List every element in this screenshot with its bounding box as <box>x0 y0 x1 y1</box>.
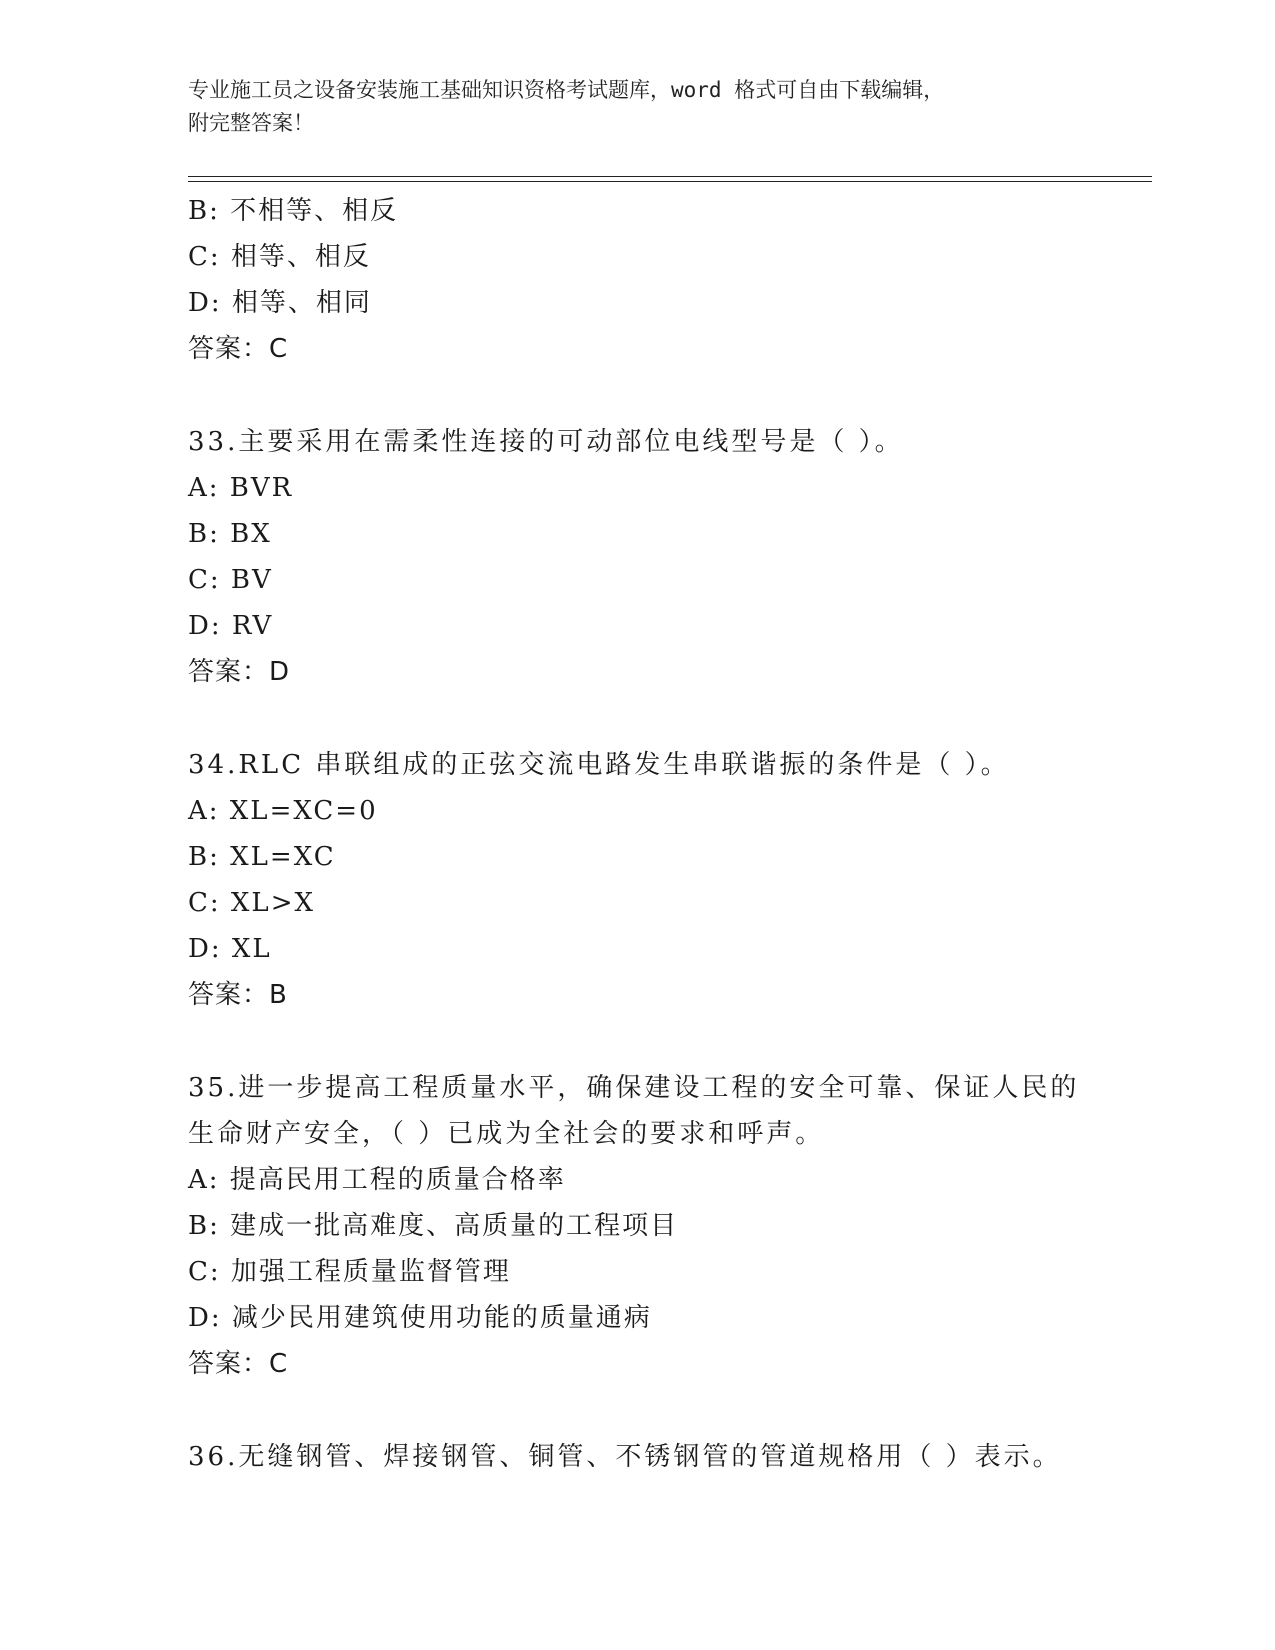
option-c: C: XL>X <box>188 888 315 918</box>
question-text-line-1: 35.进一步提高工程质量水平，确保建设工程的安全可靠、保证人民的 <box>188 1073 1080 1103</box>
option-a: A: XL=XC=0 <box>188 796 378 826</box>
option-b: B: 不相等、相反 <box>188 196 399 226</box>
question-continued <box>188 188 1128 372</box>
answer-line: 答案：C <box>188 334 289 364</box>
answer-line: 答案：C <box>188 1349 289 1379</box>
option-c: C: 加强工程质量监督管理 <box>188 1257 511 1287</box>
option-d: D: 相等、相同 <box>188 288 372 318</box>
option-b: B: XL=XC <box>188 842 336 872</box>
header-line-1: 专业施工员之设备安装施工基础知识资格考试题库，word 格式可自由下载编辑， <box>188 78 945 102</box>
option-d: D: 减少民用建筑使用功能的质量通病 <box>188 1303 652 1333</box>
header-divider-top <box>188 176 1152 177</box>
question-35 <box>188 1065 1128 1387</box>
option-c: C: 相等、相反 <box>188 242 371 272</box>
answer-line: 答案：B <box>188 980 288 1010</box>
question-33 <box>188 419 1128 695</box>
document-header <box>188 74 1088 140</box>
header-divider-bottom <box>188 181 1152 182</box>
option-c: C: BV <box>188 565 273 595</box>
header-line-2: 附完整答案！ <box>188 111 314 135</box>
question-text-line-2: 生命财产安全，（ ）已成为全社会的要求和呼声。 <box>188 1119 825 1149</box>
question-36 <box>188 1434 1128 1480</box>
option-b: B: 建成一批高难度、高质量的工程项目 <box>188 1211 679 1241</box>
question-34 <box>188 742 1128 1018</box>
question-text: 36.无缝钢管、焊接钢管、铜管、不锈钢管的管道规格用（ ）表示。 <box>188 1442 1062 1472</box>
answer-line: 答案：D <box>188 657 291 687</box>
option-d: D: XL <box>188 934 272 964</box>
option-a: A: 提高民用工程的质量合格率 <box>188 1165 566 1195</box>
option-a: A: BVR <box>188 473 294 503</box>
option-d: D: RV <box>188 611 274 641</box>
question-list <box>188 188 1128 1480</box>
question-text: 34.RLC 串联组成的正弦交流电路发生串联谐振的条件是（ ）。 <box>188 750 1010 780</box>
option-b: B: BX <box>188 519 272 549</box>
question-text: 33.主要采用在需柔性连接的可动部位电线型号是（ ）。 <box>188 427 904 457</box>
